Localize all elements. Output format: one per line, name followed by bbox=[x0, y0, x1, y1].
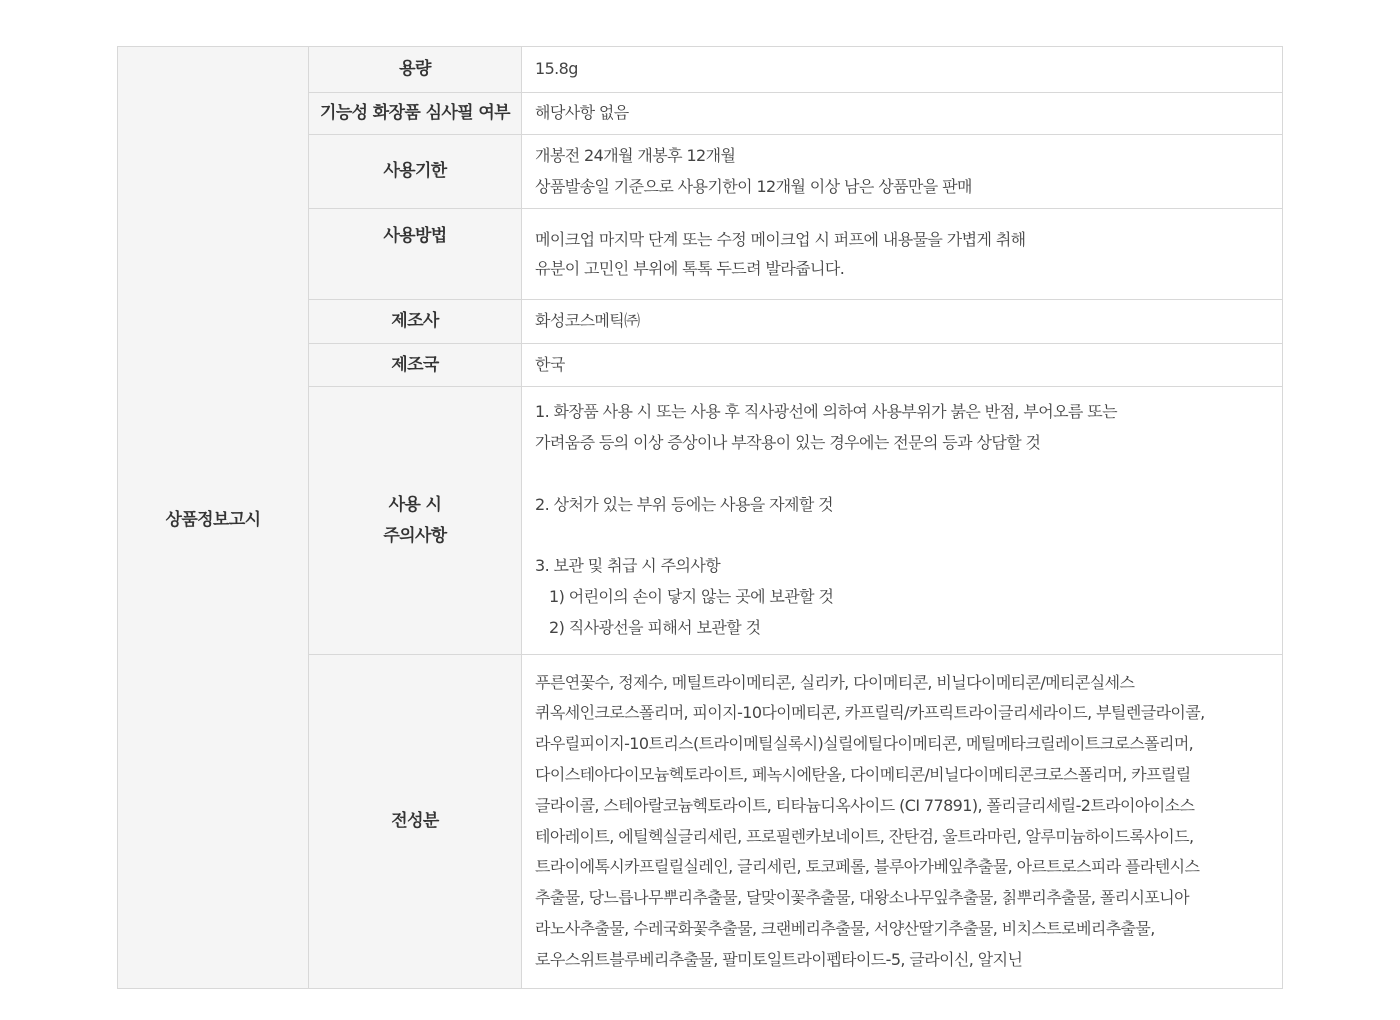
ingredients-line: 퀴옥세인크로스폴리머, 피이지-10다이메티콘, 카프릴릭/카프릭트라이글리세라이드, 부틸렌글라이콜, bbox=[535, 703, 1205, 723]
section-label-text: 상품정보고시 bbox=[165, 510, 261, 530]
label-capacity bbox=[309, 47, 522, 93]
label-usage bbox=[309, 209, 522, 300]
ingredients-line: 다이스테아다이모늄헥토라이트, 페녹시에탄올, 다이메티콘/비닐다이메티콘크로스폴리머, 카프릴릴 bbox=[535, 764, 1191, 784]
label-caution bbox=[309, 387, 522, 655]
value-manufacturer-text: 화성코스메틱㈜ bbox=[535, 311, 640, 331]
ingredients-line: 테아레이트, 에틸헥실글리세린, 프로필렌카보네이트, 잔탄검, 울트라마린, 알루미늄하이드록사이드, bbox=[535, 826, 1194, 846]
label-origin-text: 제조국 bbox=[391, 354, 439, 375]
caution-item-1-line: 가려움증 등의 이상 증상이나 부작용이 있는 경우에는 전문의 등과 상담할 것 bbox=[535, 433, 1041, 453]
section-label-product-notice bbox=[118, 47, 309, 989]
value-capacity-text: 15.8g bbox=[535, 59, 578, 79]
label-usage-text: 사용방법 bbox=[383, 226, 447, 246]
label-caution-line: 주의사항 bbox=[383, 525, 447, 546]
ingredients-line: 푸른연꽃수, 정제수, 메틸트라이메티콘, 실리카, 다이메티콘, 비닐다이메티콘/메티콘실세스 bbox=[535, 672, 1135, 692]
caution-item-1-line: 1. 화장품 사용 시 또는 사용 후 직사광선에 의하여 사용부위가 붉은 반점, 부어오름 또는 bbox=[535, 402, 1117, 422]
value-usage bbox=[522, 209, 1283, 300]
ingredients-line: 로우스위트블루베리추출물, 팔미토일트라이펩타이드-5, 글라이신, 알지닌 bbox=[535, 949, 1023, 969]
ingredients-line: 라우릴피이지-10트리스(트라이메틸실록시)실릴에틸다이메티콘, 메틸메타크릴레이트크로스폴리머, bbox=[535, 734, 1194, 754]
caution-item-3-sub: 2) 직사광선을 피해서 보관할 것 bbox=[549, 617, 761, 637]
value-functional-review bbox=[522, 93, 1283, 135]
caution-spacer bbox=[535, 521, 1282, 552]
value-ingredients bbox=[522, 655, 1283, 989]
ingredients-line: 라노사추출물, 수레국화꽃추출물, 크랜베리추출물, 서양산딸기추출물, 비치스트로베리추출물, bbox=[535, 918, 1155, 938]
label-ingredients-text: 전성분 bbox=[391, 811, 439, 831]
value-usage-line: 유분이 고민인 부위에 톡톡 두드려 발라줍니다. bbox=[535, 259, 845, 278]
table-row-capacity bbox=[118, 47, 1283, 93]
ingredients-line: 트라이에톡시카프릴릴실레인, 글리세린, 토코페롤, 블루아가베잎추출물, 아르트로스피라 플라텐시스 bbox=[535, 857, 1200, 877]
label-expiry-text: 사용기한 bbox=[383, 161, 447, 181]
value-capacity bbox=[522, 47, 1283, 93]
value-functional-review-text: 해당사항 없음 bbox=[535, 103, 629, 123]
value-usage-line: 메이크업 마지막 단계 또는 수정 메이크업 시 퍼프에 내용물을 가볍게 취해 bbox=[535, 230, 1026, 249]
label-caution-line: 사용 시 bbox=[388, 494, 442, 515]
label-ingredients bbox=[309, 655, 522, 989]
label-functional-review-text: 기능성 화장품 심사필 여부 bbox=[320, 103, 510, 123]
caution-spacer bbox=[535, 459, 1282, 490]
value-origin bbox=[522, 344, 1283, 387]
value-caution bbox=[522, 387, 1283, 655]
caution-item-2: 2. 상처가 있는 부위 등에는 사용을 자제할 것 bbox=[535, 494, 834, 514]
label-functional-review bbox=[309, 93, 522, 135]
ingredients-line: 글라이콜, 스테아랄코늄헥토라이트, 티타늄디옥사이드 (CI 77891), 폴리글리세릴-2트라이아이소스 bbox=[535, 795, 1195, 815]
label-origin bbox=[309, 344, 522, 387]
value-expiry bbox=[522, 135, 1283, 209]
product-info-table bbox=[117, 46, 1283, 989]
label-manufacturer-text: 제조사 bbox=[391, 311, 439, 331]
label-expiry bbox=[309, 135, 522, 209]
label-manufacturer bbox=[309, 300, 522, 344]
caution-item-3-sub: 1) 어린이의 손이 닿지 않는 곳에 보관할 것 bbox=[549, 587, 834, 607]
value-origin-text: 한국 bbox=[535, 354, 565, 374]
value-expiry-line: 개봉전 24개월 개봉후 12개월 bbox=[535, 145, 736, 165]
label-capacity-text: 용량 bbox=[399, 59, 431, 79]
ingredients-line: 추출물, 당느릅나무뿌리추출물, 달맞이꽃추출물, 대왕소나무잎추출물, 칡뿌리추출물, 폴리시포니아 bbox=[535, 888, 1189, 908]
value-expiry-line: 상품발송일 기준으로 사용기한이 12개월 이상 남은 상품만을 판매 bbox=[535, 176, 972, 196]
caution-item-3: 3. 보관 및 취급 시 주의사항 bbox=[535, 556, 721, 576]
value-manufacturer bbox=[522, 300, 1283, 344]
